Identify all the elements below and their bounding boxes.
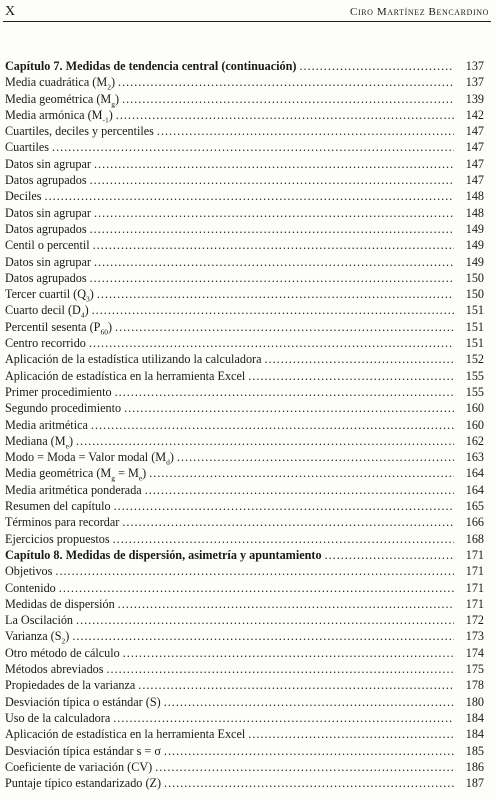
dot-leader [116, 107, 454, 123]
toc-entry-label [5, 514, 119, 530]
dot-leader [94, 205, 454, 221]
toc-page-number: 171 [465, 548, 484, 562]
toc-entry-subscript: g [111, 473, 116, 483]
toc-entry-subscript: -1 [102, 115, 109, 125]
toc-entry [5, 661, 484, 677]
toc-page-number: 149 [465, 221, 484, 236]
toc-entry-text: Datos sin agrupar [5, 156, 91, 171]
dot-leader [90, 221, 454, 237]
toc-entry-label [5, 563, 52, 579]
dot-leader [149, 465, 454, 481]
toc-entry-text-after: ) [107, 319, 113, 334]
toc-entry-label [5, 498, 111, 514]
page-number: X [5, 4, 16, 19]
toc-entry [5, 270, 484, 286]
toc-entry-label [5, 710, 110, 726]
toc-entry-text-after: ) [68, 433, 73, 448]
toc-entry-subscript: e [65, 441, 69, 451]
dot-leader [91, 417, 454, 433]
toc-entry-text: Datos sin agrupar [5, 254, 91, 269]
toc-entry [5, 775, 484, 791]
toc-entry-text-after: ) [169, 450, 174, 465]
toc-entry-subscript: 2 [61, 636, 66, 646]
dot-leader [76, 612, 454, 628]
toc-entry-label [5, 661, 104, 677]
toc-entry-text: Percentil sesenta (P [5, 319, 101, 334]
toc-entry [5, 417, 484, 433]
dot-leader [265, 351, 454, 367]
toc-chapter-heading [5, 58, 484, 74]
toc-entry [5, 433, 484, 449]
toc-entry [5, 368, 484, 384]
toc-page-number: 166 [465, 515, 484, 530]
toc-entry [5, 156, 484, 172]
toc-entry-text: Medidas de dispersión [5, 596, 115, 611]
toc-entry-label [5, 482, 142, 498]
toc-page-number: 150 [465, 287, 484, 302]
toc-entry-label [5, 237, 90, 253]
toc-page-number: 149 [465, 238, 484, 253]
toc-entry-subscript: 3 [86, 294, 90, 304]
toc-page-number: 165 [465, 499, 484, 514]
toc-page-number: 148 [465, 205, 484, 220]
dot-leader [157, 123, 454, 139]
toc-page-number: 168 [465, 531, 484, 546]
dot-leader [115, 384, 454, 400]
toc-entry-label [5, 694, 161, 710]
toc-entry-text: Media cuadrática (M [5, 75, 108, 90]
toc-entry-label [5, 172, 87, 188]
toc-entry [5, 726, 484, 742]
toc-entry-text: Uso de la calculadora [5, 710, 111, 725]
toc-chapter-7 [5, 58, 484, 547]
toc-page-number: 175 [465, 662, 484, 677]
toc-entry-text: Objetivos [5, 564, 53, 579]
toc-entry-subscript: 4 [80, 310, 85, 320]
toc-entry-text: Datos sin agrupar [5, 205, 91, 220]
toc-entry-subscript: 2 [107, 82, 111, 92]
toc-page-number: 152 [465, 352, 484, 367]
dot-leader [45, 188, 454, 204]
toc-chapter-8 [5, 547, 484, 791]
toc-entry-text: Cuarto decil (D [5, 303, 81, 318]
toc-entry [5, 645, 484, 661]
dot-leader [107, 661, 455, 677]
toc-entry [5, 123, 484, 139]
toc-entry [5, 107, 484, 123]
toc-entry-text: Modo = Moda = Valor modal (M [5, 450, 167, 465]
toc-entry-text: Media aritmética ponderada [5, 482, 142, 497]
dot-leader [118, 74, 454, 90]
toc-entry [5, 221, 484, 237]
toc-page-number: 147 [465, 140, 484, 155]
toc-entry-label [5, 188, 42, 204]
toc-entry [5, 319, 484, 335]
page-header [5, 4, 489, 22]
toc-entry-text-after: = M [115, 466, 139, 481]
toc-entry [5, 628, 484, 644]
toc-page-number: 171 [465, 564, 484, 579]
toc-entry-text: La Oscilación [5, 613, 74, 628]
toc-entry-text: Cuartiles, deciles y percentiles [5, 124, 154, 139]
toc-entry-text: Varianza (S [5, 629, 62, 644]
toc-entry [5, 596, 484, 612]
toc-entry [5, 237, 484, 253]
toc-entry [5, 400, 484, 416]
toc-entry [5, 743, 484, 759]
toc-entry [5, 531, 484, 547]
toc-entry-text: Contenido [5, 580, 56, 595]
toc-entry-text: Otro método de cálculo [5, 645, 120, 660]
dot-leader [55, 563, 454, 579]
toc-entry [5, 172, 484, 188]
toc-entry-text-after: ) [115, 91, 120, 106]
toc-page-number: 174 [465, 645, 484, 660]
toc-entry [5, 677, 484, 693]
toc-entry-text: Media geométrica (M [5, 91, 112, 106]
toc-entry-text: Segundo procedimiento [5, 401, 122, 416]
toc-entry [5, 91, 484, 107]
toc-page-number: 187 [465, 776, 484, 791]
toc-entry-label [5, 547, 322, 563]
toc-entry [5, 286, 484, 302]
toc-page-number: 155 [465, 384, 484, 399]
dot-leader [155, 759, 454, 775]
dot-leader [164, 775, 454, 791]
toc-entry-label [5, 743, 161, 759]
toc-entry-text: Aplicación de estadística en la herramienta Excel [5, 368, 246, 383]
dot-leader [94, 156, 454, 172]
toc-entry [5, 498, 484, 514]
toc-entry-text: Desviación típica o estándar (S) [5, 694, 161, 709]
toc-entry-label [5, 123, 154, 139]
toc-entry-label [5, 580, 56, 596]
toc-entry-label [5, 759, 152, 775]
toc-entry-label [5, 417, 88, 433]
toc-page-number: 163 [465, 450, 484, 465]
toc-entry [5, 351, 484, 367]
toc-entry-text: Capítulo 8. Medidas de dispersión, asimetría y apuntamiento [5, 548, 322, 562]
toc-entry-text: Resumen del capítulo [5, 499, 111, 514]
header-rule [3, 21, 491, 22]
toc-entry-text: Métodos abreviados [5, 662, 104, 677]
toc-page-number: 151 [465, 319, 484, 334]
toc-chapter-heading [5, 547, 484, 563]
dot-leader [113, 531, 454, 547]
dot-leader [164, 694, 454, 710]
toc-entry-text: Puntaje típico estandarizado (Z) [5, 776, 162, 791]
toc-entry-text: Media geométrica (M [5, 466, 112, 481]
dot-leader [164, 743, 454, 759]
toc-entry-text: Datos agrupados [5, 173, 87, 188]
dot-leader [248, 368, 454, 384]
toc-page-number: 150 [465, 270, 484, 285]
toc-page-number: 147 [465, 173, 484, 188]
toc-entry-text: Media armónica (M [5, 107, 103, 122]
toc-page-number: 151 [465, 336, 484, 351]
toc-entry-label [5, 645, 120, 661]
dot-leader [124, 400, 454, 416]
toc-entry-text: Centro recorrido [5, 336, 86, 351]
toc-entry [5, 139, 484, 155]
toc-entry-label [5, 319, 112, 335]
toc-entry [5, 710, 484, 726]
toc-page-number: 139 [465, 91, 484, 106]
toc-entry-label [5, 91, 119, 107]
toc-entry-text-after: ) [108, 107, 113, 122]
toc-page-number: 185 [465, 743, 484, 758]
toc-entry-text: Propiedades de la varianza [5, 678, 136, 693]
toc-entry-text: Términos para recordar [5, 515, 120, 530]
dot-leader [90, 172, 454, 188]
dot-leader [248, 726, 454, 742]
toc-entry-text: Media aritmética [5, 417, 88, 432]
toc-entry-label [5, 384, 112, 400]
toc-entry-label [5, 302, 89, 318]
toc-entry-label [5, 726, 245, 742]
toc-entry-label [5, 335, 86, 351]
toc-entry-label [5, 400, 121, 416]
toc-page-number: 184 [465, 727, 484, 742]
toc-entry-label [5, 612, 73, 628]
toc-entry-subscript: d [166, 457, 170, 467]
toc-page-number: 160 [465, 417, 484, 432]
toc-entry-text: Mediana (M [5, 433, 66, 448]
toc-page-number: 172 [465, 613, 484, 628]
toc-entry-text: Datos agrupados [5, 270, 87, 285]
toc-entry-label [5, 205, 91, 221]
toc-entry-label [5, 465, 146, 481]
toc-page-number: 186 [465, 759, 484, 774]
toc-entry [5, 74, 484, 90]
toc-entry-label [5, 156, 91, 172]
toc-page-number: 147 [465, 124, 484, 139]
running-head-author: Ciro Martínez Bencardino [350, 6, 489, 18]
toc-entry [5, 465, 484, 481]
toc-page-number: 155 [465, 368, 484, 383]
dot-leader [118, 596, 454, 612]
dot-leader [138, 677, 454, 693]
toc-entry-label [5, 531, 110, 547]
toc-page-number: 184 [465, 710, 484, 725]
toc-entry-text: Tercer cuartil (Q [5, 287, 87, 302]
toc-entry-label [5, 677, 135, 693]
toc-entry-label [5, 596, 115, 612]
dot-leader [92, 302, 454, 318]
toc-entry-text: Ejercicios propuestos [5, 531, 110, 546]
dot-leader [123, 645, 454, 661]
toc-entry-text: Datos agrupados [5, 221, 87, 236]
toc-entry-label [5, 254, 91, 270]
dot-leader [52, 139, 454, 155]
toc-entry-label [5, 351, 262, 367]
dot-leader [93, 237, 454, 253]
dot-leader [145, 482, 454, 498]
toc-entry [5, 188, 484, 204]
toc-entry-label [5, 58, 296, 74]
dot-leader [76, 433, 454, 449]
toc-entry-label [5, 286, 94, 302]
toc-entry-label [5, 775, 161, 791]
toc-entry-text: Desviación típica estándar s = σ [5, 743, 161, 758]
toc-page-number: 171 [465, 580, 484, 595]
toc-page-number: 164 [465, 466, 484, 481]
toc-page-number: 142 [465, 107, 484, 122]
toc-entry-text-after: ) [110, 75, 116, 90]
dot-leader [299, 58, 454, 74]
toc-entry [5, 335, 484, 351]
toc-page-number: 151 [465, 303, 484, 318]
toc-page-number: 137 [465, 59, 484, 73]
toc-entry [5, 302, 484, 318]
toc-entry [5, 254, 484, 270]
dot-leader [115, 319, 454, 335]
dot-leader [122, 91, 454, 107]
toc-page-number: 160 [465, 401, 484, 416]
toc-entry-text: Centil o percentil [5, 238, 90, 253]
dot-leader [177, 449, 454, 465]
dot-leader [325, 547, 454, 563]
toc-page-number: 148 [465, 189, 484, 204]
toc-entry [5, 580, 484, 596]
dot-leader [89, 335, 454, 351]
toc-page-number: 171 [465, 596, 484, 611]
toc-page-number: 147 [465, 156, 484, 171]
toc-page-number: 137 [465, 75, 484, 90]
toc-entry-label [5, 107, 113, 123]
toc-entry [5, 514, 484, 530]
toc-entry [5, 563, 484, 579]
toc-page-number: 173 [465, 629, 484, 644]
toc-entry-text: Coeficiente de variación (CV) [5, 759, 153, 774]
toc-entry-label [5, 139, 49, 155]
toc-entry-text-after: ) [142, 466, 147, 481]
toc-entry-text: Cuartiles [5, 140, 50, 155]
toc-page-number: 178 [465, 678, 484, 693]
toc-page-number: 164 [465, 482, 484, 497]
toc-entry-text: Deciles [5, 189, 42, 204]
toc-entry-text: Aplicación de estadística en la herramienta Excel [5, 727, 246, 742]
dot-leader [72, 628, 454, 644]
toc-entry-label [5, 270, 87, 286]
toc-entry [5, 759, 484, 775]
toc-page-number: 180 [465, 694, 484, 709]
toc-entry-subscript: g [111, 99, 116, 109]
toc-entry [5, 694, 484, 710]
toc-entry-text: Aplicación de la estadística utilizando la calculadora [5, 352, 262, 367]
toc-entry-label [5, 368, 245, 384]
dot-leader [97, 286, 454, 302]
toc-entry-text: Primer procedimiento [5, 384, 112, 399]
toc-entry-text-after: ) [89, 287, 94, 302]
toc-entry [5, 449, 484, 465]
dot-leader [59, 580, 454, 596]
toc-entry-label [5, 628, 69, 644]
toc-entry-label [5, 433, 73, 449]
toc-entry-text-after: ) [65, 629, 70, 644]
toc-entry-label [5, 449, 174, 465]
toc-entry-text-after: ) [84, 303, 89, 318]
toc-entry-label [5, 221, 87, 237]
toc-entry [5, 612, 484, 628]
toc-entry [5, 384, 484, 400]
dot-leader [94, 254, 454, 270]
dot-leader [113, 710, 454, 726]
toc-entry-text: Capítulo 7. Medidas de tendencia central (continuación) [5, 59, 297, 73]
toc-entry-subscript: 60 [100, 327, 108, 337]
toc-entry [5, 482, 484, 498]
dot-leader [122, 514, 454, 530]
toc-entry [5, 205, 484, 221]
dot-leader [90, 270, 454, 286]
toc-entry-subscript: e [138, 473, 143, 483]
toc-page-number: 149 [465, 254, 484, 269]
dot-leader [114, 498, 454, 514]
toc-page-number: 162 [465, 433, 484, 448]
toc-entry-label [5, 74, 115, 90]
